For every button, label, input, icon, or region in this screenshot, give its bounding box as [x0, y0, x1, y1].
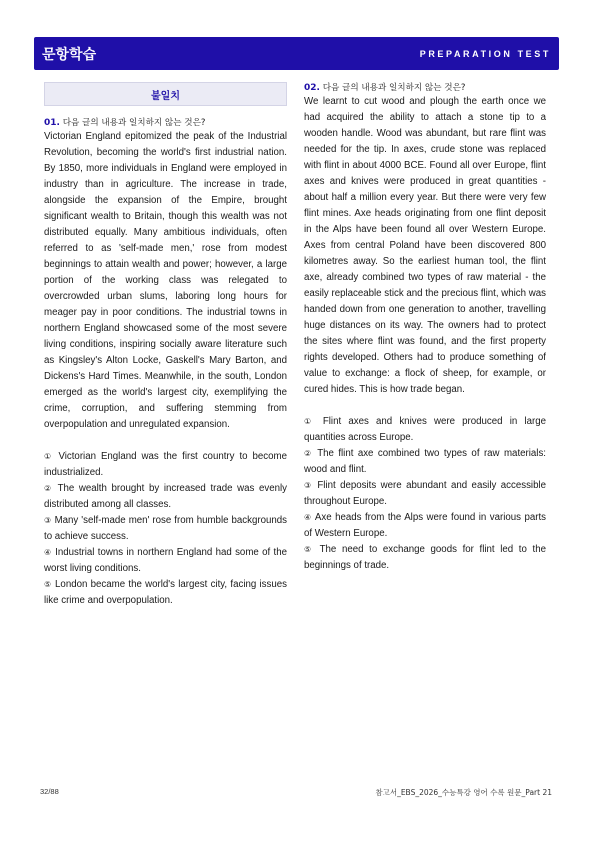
question-2-heading	[304, 82, 546, 94]
question-2-option-2: ② The flint axe combined two types of raw materials: wood and flint.	[304, 448, 546, 475]
header-bar	[34, 37, 559, 70]
source-label: 참고서_EBS_2026_수능특강 영어 수록 원문_Part 21	[375, 788, 552, 797]
right-column	[304, 82, 546, 574]
question-2-option-3: ③ Flint deposits were abundant and easily accessible throughout Europe.	[304, 480, 546, 507]
question-1-option-3: ③ Many 'self-made men' rose from humble backgrounds to achieve success.	[44, 515, 287, 542]
question-1-prompt: 다음 글의 내용과 일치하지 않는 것은?	[62, 118, 206, 128]
question-2-option-1: ① Flint axes and knives were produced in large quantities across Europe.	[304, 416, 547, 443]
question-2-options	[304, 414, 546, 574]
question-1-heading	[44, 117, 287, 129]
left-column	[44, 82, 287, 609]
question-1-options	[44, 449, 287, 609]
section-label: 불일치	[151, 90, 180, 102]
question-1-option-5: ⑤ London became the world's largest city, facing issues like crime and overpopulation.	[44, 579, 287, 606]
question-1-number: 01.	[44, 118, 60, 128]
question-1-option-2: ② The wealth brought by increased trade was evenly distributed among all classes.	[44, 483, 287, 510]
question-2-number: 02.	[304, 83, 320, 93]
question-2-passage: We learnt to cut wood and plough the earth once we had acquired the ability to attach a stone tip to a wooden handle. Wood was abundant, but rare flint was needed for the tip. In axes, crude stone was replaced with flint in about 4000 BCE. Found all over Europe, flint axes and knives were produced in great quantities - about half a million every year. But there were very few flint mines. Axe heads originating from one flint deposit in the Alps have been found all over Western Europe. Axes from central Poland have been discovered 800 kilometres away. So the earliest human tool, the flint axe, already combined two types of raw material - the easily replaceable stick and the precious flint, which was handed down from one generation to another, travelling huge distances on its way. The owners had to protect the sites where flint was found, and the first property rights developed. Others had to produce something of value to exchange: a flock of sheep, for example, or cured hides. This is how trade began.	[304, 96, 546, 395]
question-2-option-4: ④ Axe heads from the Alps were found in various parts of Western Europe.	[304, 512, 547, 539]
question-2-prompt: 다음 글의 내용과 일치하지 않는 것은?	[322, 83, 466, 93]
header-title: 문항학습	[42, 46, 97, 63]
question-1-passage: Victorian England epitomized the peak of the Industrial Revolution, becoming the world's first industrial nation. By 1850, more individuals in England were employed in industry than in agriculture. The increase in trade, alongside the expansion of the Empire, brought significant wealth to Britain, though this wealth was not distributed equally. Many ambitious individuals, often referred to as 'self-made men,' rose from modest beginnings to attain wealth and power; however, a large portion of the working class was relegated to overcrowded urban slums, laboring long hours for meager pay in poor conditions. The industrial towns in northern England showcased some of the most severe living conditions, inspiring socially aware literature such as Kingsley's Alton Locke, Gaskell's Mary Barton, and Dickens's Hard Times. Meanwhile, in the south, London emerged as the world's largest city, exemplifying the crime, corruption, and suffering stemming from overpopulation and unregulated expansion.	[44, 131, 287, 430]
page-number: 32/88	[40, 787, 59, 796]
question-1-option-1: ① Victorian England was the first country to become industrialized.	[44, 451, 287, 478]
question-1-option-4: ④ Industrial towns in northern England had some of the worst living conditions.	[44, 547, 287, 574]
section-label-box	[44, 82, 287, 106]
question-2-option-5: ⑤ The need to exchange goods for flint led to the beginnings of trade.	[304, 544, 546, 571]
header-subtitle: PREPARATION TEST	[419, 48, 551, 59]
